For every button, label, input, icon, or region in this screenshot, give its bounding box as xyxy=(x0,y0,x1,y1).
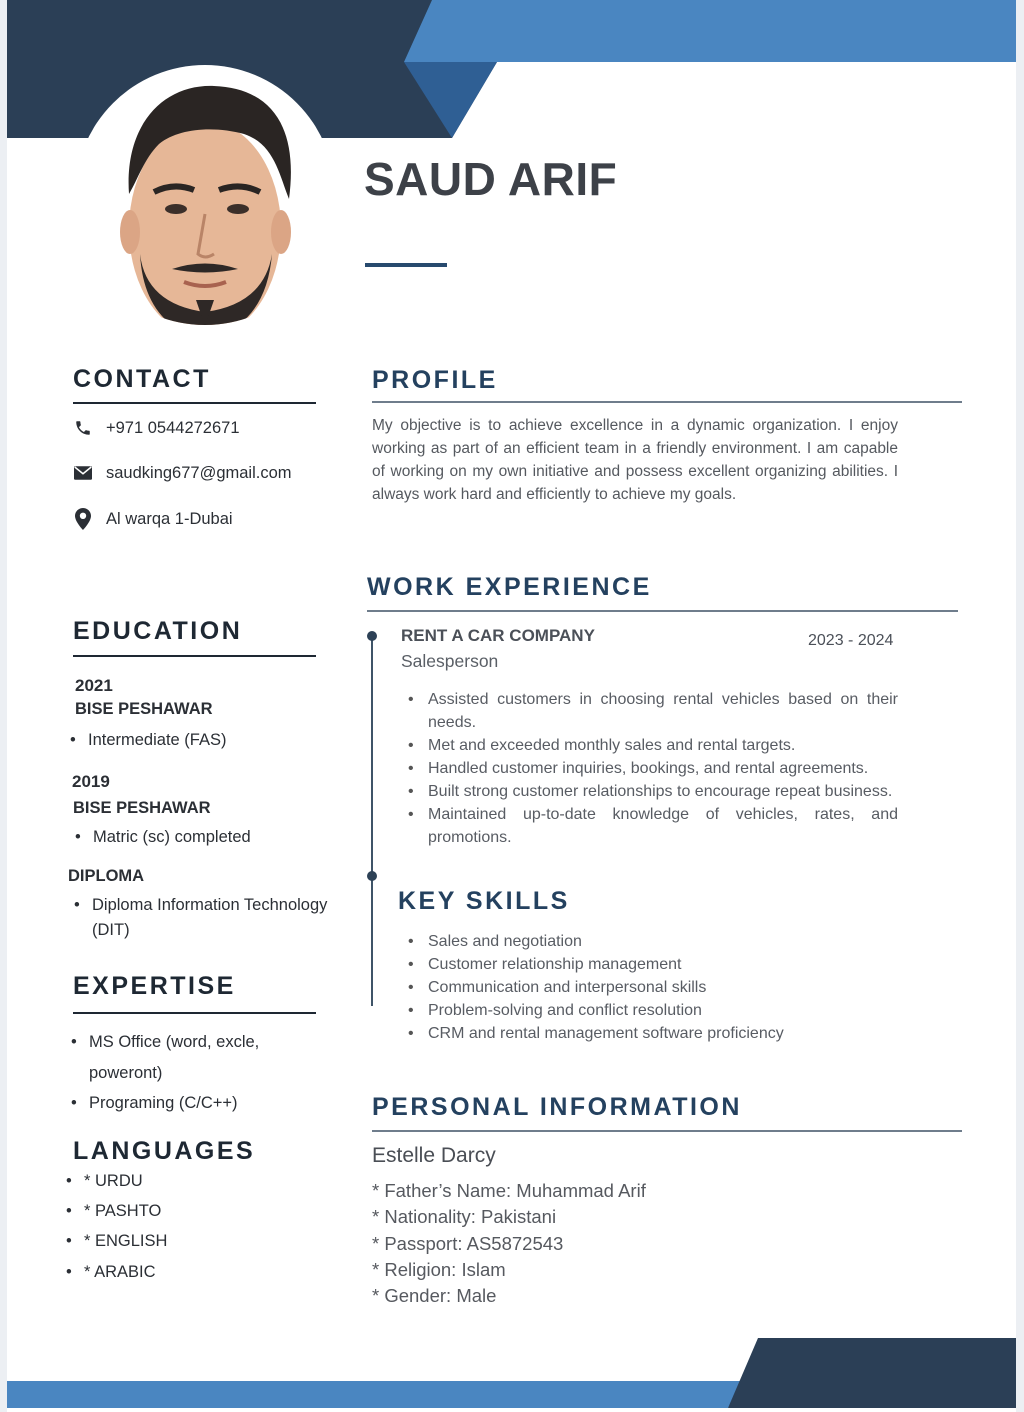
language-item: • * PASHTO xyxy=(66,1202,161,1221)
profile-photo xyxy=(74,64,336,344)
education-year-1: 2021 xyxy=(75,676,113,695)
location-pin-icon xyxy=(72,508,94,530)
personal-info-item: * Passport: AS5872543 xyxy=(372,1232,564,1254)
personal-info-divider xyxy=(372,1130,962,1132)
skill-item: • Problem-solving and conflict resolution xyxy=(401,999,898,1022)
email-address: saudking677@gmail.com xyxy=(106,463,292,482)
diploma-detail-cont: (DIT) xyxy=(92,921,130,939)
contact-phone xyxy=(72,417,240,439)
timeline-dot xyxy=(367,871,377,881)
skill-item: • Customer relationship management xyxy=(401,953,898,976)
personal-info-item: * Gender: Male xyxy=(372,1285,497,1307)
job-duty: • Built strong customer relationships to encourage repeat business. xyxy=(401,780,898,803)
diploma-heading: DIPLOMA xyxy=(68,867,145,885)
expertise-item-2: • Programing (C/C++) xyxy=(71,1094,238,1113)
expertise-item-1: • MS Office (word, excle, xyxy=(71,1033,259,1052)
profile-heading: PROFILE xyxy=(372,366,498,394)
profile-summary: My objective is to achieve excellence in a dynamic organization. I enjoy working as part of an efficient team in a friendly environment. I am capable of working on my own initiative and possess excellent organizing abilities. I always work hard and efficiently to achieve my goals. xyxy=(372,417,898,503)
skill-item: • CRM and rental management software proficiency xyxy=(401,1022,898,1045)
personal-info-list xyxy=(372,1178,646,1309)
personal-info-item: * Father’s Name: Muhammad Arif xyxy=(372,1180,646,1201)
education-year-2: 2019 xyxy=(72,772,110,791)
job-duty: • Maintained up-to-date knowledge of vehicles, rates, and promotions. xyxy=(401,803,898,849)
name-underline xyxy=(365,263,447,267)
location-text: Al warqa 1-Dubai xyxy=(106,509,233,528)
profile-divider xyxy=(372,401,962,403)
language-item: • * ARABIC xyxy=(66,1263,156,1282)
expertise-heading: EXPERTISE xyxy=(73,972,236,1000)
contact-location xyxy=(72,508,233,530)
job-role: Salesperson xyxy=(401,651,499,671)
work-experience-heading: WORK EXPERIENCE xyxy=(367,573,652,601)
personal-info-heading: PERSONAL INFORMATION xyxy=(372,1093,742,1121)
phone-icon xyxy=(72,417,94,439)
contact-divider xyxy=(73,402,316,404)
personal-info-name: Estelle Darcy xyxy=(372,1144,496,1167)
personal-info-item: * Nationality: Pakistani xyxy=(372,1206,557,1228)
expertise-item-1-cont: poweront) xyxy=(89,1064,163,1082)
header-blue-band xyxy=(404,0,1016,62)
mail-icon xyxy=(72,462,94,484)
header-blue-accent xyxy=(404,62,497,138)
page-edge-right xyxy=(1016,0,1024,1412)
job-dates: 2023 - 2024 xyxy=(808,632,894,649)
education-detail-2: • Matric (sc) completed xyxy=(75,828,251,847)
contact-email xyxy=(72,462,292,484)
language-item: • * ENGLISH xyxy=(66,1232,167,1251)
work-experience-divider xyxy=(367,610,958,612)
expertise-divider xyxy=(73,1012,316,1014)
footer-navy-shape xyxy=(728,1338,1016,1408)
education-divider xyxy=(73,655,316,657)
key-skills-heading: KEY SKILLS xyxy=(398,887,570,915)
education-board-1: BISE PESHAWAR xyxy=(75,700,213,718)
job-duty: • Assisted customers in choosing rental vehicles based on their needs. xyxy=(401,688,898,734)
job-duty: • Met and exceeded monthly sales and rental targets. xyxy=(401,734,898,757)
job-duties-list xyxy=(401,688,898,849)
education-detail-1: • Intermediate (FAS) xyxy=(70,731,226,750)
language-item: • * URDU xyxy=(66,1172,143,1191)
candidate-name: SAUD ARIF xyxy=(364,153,618,205)
page-edge-left xyxy=(0,0,7,1412)
diploma-detail: • Diploma Information Technology xyxy=(74,896,327,915)
person-portrait-icon xyxy=(74,64,336,344)
skill-item: • Communication and interpersonal skills xyxy=(401,976,898,999)
key-skills-list xyxy=(401,930,898,1045)
contact-heading: CONTACT xyxy=(73,365,211,393)
job-duty: • Handled customer inquiries, bookings, and rental agreements. xyxy=(401,757,898,780)
job-company: RENT A CAR COMPANY xyxy=(401,626,595,645)
timeline-line xyxy=(371,634,373,1006)
languages-heading: LANGUAGES xyxy=(73,1137,256,1165)
education-heading: EDUCATION xyxy=(73,617,243,645)
phone-number: +971 0544272671 xyxy=(106,418,240,437)
footer-blue-band xyxy=(7,1381,745,1408)
education-board-2: BISE PESHAWAR xyxy=(73,799,211,817)
timeline-dot xyxy=(367,631,377,641)
skill-item: • Sales and negotiation xyxy=(401,930,898,953)
personal-info-item: * Religion: Islam xyxy=(372,1258,506,1280)
